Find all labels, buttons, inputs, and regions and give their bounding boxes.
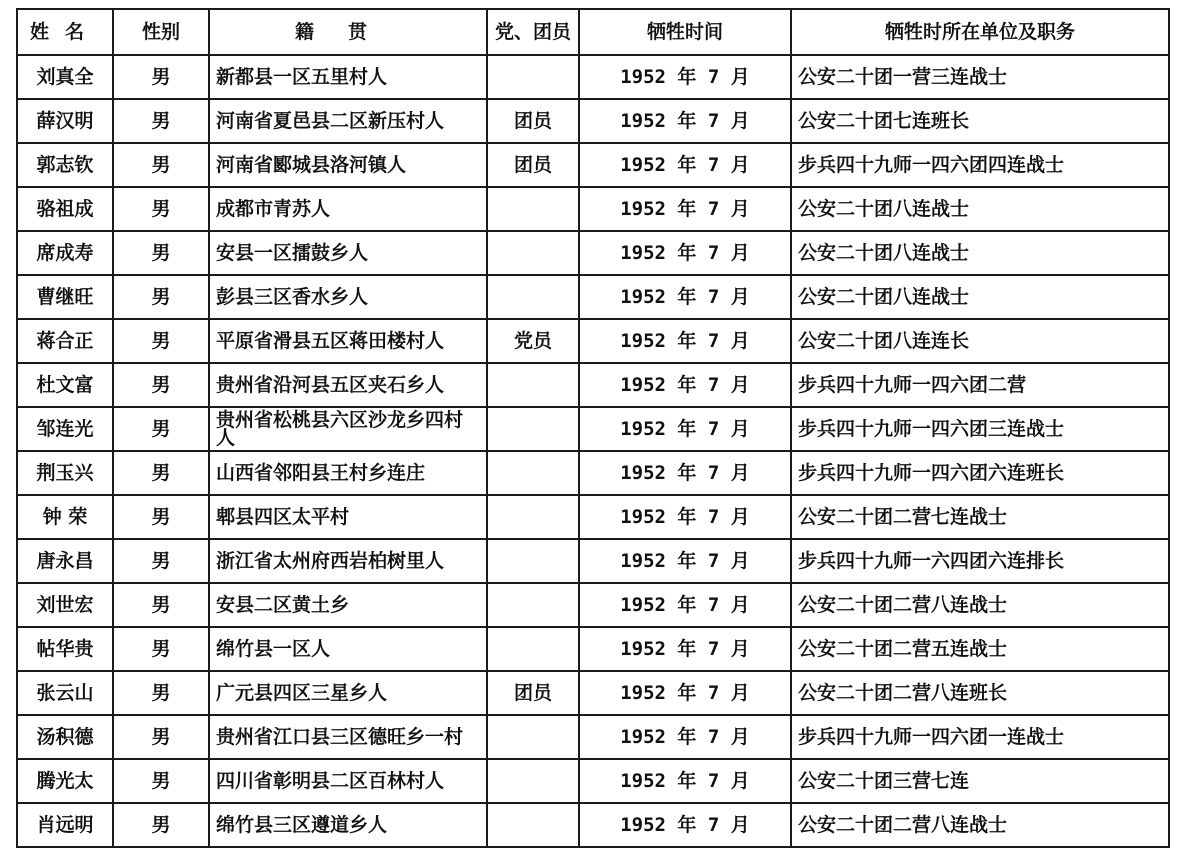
- cell-time: 1952 年 7 月: [579, 759, 791, 803]
- cell-name: 刘真全: [17, 55, 113, 99]
- cell-party: [487, 539, 579, 583]
- cell-party: [487, 275, 579, 319]
- cell-sex: 男: [113, 539, 209, 583]
- cell-name: 唐永昌: [17, 539, 113, 583]
- cell-time: 1952 年 7 月: [579, 715, 791, 759]
- cell-unit: 公安二十团八连战士: [791, 231, 1169, 275]
- cell-unit: 公安二十团二营八连战士: [791, 803, 1169, 847]
- cell-party: [487, 363, 579, 407]
- cell-sex: 男: [113, 143, 209, 187]
- table-row: [17, 319, 1169, 363]
- cell-name: 帖华贵: [17, 627, 113, 671]
- table-row: [17, 495, 1169, 539]
- cell-sex: 男: [113, 275, 209, 319]
- cell-time: 1952 年 7 月: [579, 451, 791, 495]
- cell-name: 刘世宏: [17, 583, 113, 627]
- document-page: [16, 8, 1168, 848]
- cell-party: [487, 803, 579, 847]
- cell-sex: 男: [113, 495, 209, 539]
- cell-unit: 公安二十团二营七连战士: [791, 495, 1169, 539]
- cell-origin: 广元县四区三星乡人: [209, 671, 487, 715]
- cell-party: 团员: [487, 99, 579, 143]
- header-party: 党、团员: [487, 9, 579, 55]
- table-row: [17, 627, 1169, 671]
- table-header: [17, 9, 1169, 55]
- table-row: [17, 143, 1169, 187]
- cell-sex: 男: [113, 759, 209, 803]
- cell-name: 郭志钦: [17, 143, 113, 187]
- cell-sex: 男: [113, 803, 209, 847]
- table-row: [17, 407, 1169, 451]
- cell-name: 曹继旺: [17, 275, 113, 319]
- table-row: [17, 583, 1169, 627]
- cell-origin: 贵州省沿河县五区夹石乡人: [209, 363, 487, 407]
- cell-origin: 绵竹县三区遵道乡人: [209, 803, 487, 847]
- table-row: [17, 803, 1169, 847]
- cell-unit: 公安二十团二营五连战士: [791, 627, 1169, 671]
- cell-party: 团员: [487, 671, 579, 715]
- cell-unit: 公安二十团八连战士: [791, 187, 1169, 231]
- cell-sex: 男: [113, 187, 209, 231]
- table-row: [17, 187, 1169, 231]
- table-row: [17, 99, 1169, 143]
- cell-origin: 绵竹县一区人: [209, 627, 487, 671]
- header-name: 姓名: [17, 9, 113, 55]
- cell-time: 1952 年 7 月: [579, 671, 791, 715]
- cell-unit: 公安二十团二营八连班长: [791, 671, 1169, 715]
- table-row: [17, 451, 1169, 495]
- cell-party: [487, 495, 579, 539]
- cell-party: 党员: [487, 319, 579, 363]
- cell-origin: 贵州省江口县三区德旺乡一村: [209, 715, 487, 759]
- table-row: [17, 715, 1169, 759]
- cell-party: [487, 583, 579, 627]
- cell-name: 荆玉兴: [17, 451, 113, 495]
- cell-sex: 男: [113, 55, 209, 99]
- cell-time: 1952 年 7 月: [579, 143, 791, 187]
- cell-sex: 男: [113, 583, 209, 627]
- cell-origin: 贵州省松桃县六区沙龙乡四村人: [209, 407, 487, 451]
- cell-name: 邹连光: [17, 407, 113, 451]
- cell-origin: 成都市青苏人: [209, 187, 487, 231]
- cell-name: 席成寿: [17, 231, 113, 275]
- cell-name: 薛汉明: [17, 99, 113, 143]
- table-row: [17, 539, 1169, 583]
- martyr-roster-table: [16, 8, 1170, 848]
- cell-time: 1952 年 7 月: [579, 803, 791, 847]
- cell-unit: 步兵四十九师一六四团六连排长: [791, 539, 1169, 583]
- cell-origin: 安县二区黄土乡: [209, 583, 487, 627]
- cell-sex: 男: [113, 451, 209, 495]
- cell-time: 1952 年 7 月: [579, 583, 791, 627]
- cell-unit: 公安二十团七连班长: [791, 99, 1169, 143]
- table-row: [17, 759, 1169, 803]
- cell-time: 1952 年 7 月: [579, 495, 791, 539]
- cell-origin: 新都县一区五里村人: [209, 55, 487, 99]
- cell-party: [487, 407, 579, 451]
- cell-time: 1952 年 7 月: [579, 231, 791, 275]
- table-body: [17, 55, 1169, 847]
- cell-time: 1952 年 7 月: [579, 539, 791, 583]
- cell-sex: 男: [113, 319, 209, 363]
- cell-time: 1952 年 7 月: [579, 627, 791, 671]
- cell-sex: 男: [113, 671, 209, 715]
- cell-party: 团员: [487, 143, 579, 187]
- header-unit: 牺牲时所在单位及职务: [791, 9, 1169, 55]
- cell-unit: 步兵四十九师一四六团一连战士: [791, 715, 1169, 759]
- cell-origin: 山西省邻阳县王村乡连庄: [209, 451, 487, 495]
- cell-name: 骆祖成: [17, 187, 113, 231]
- cell-unit: 步兵四十九师一四六团二营: [791, 363, 1169, 407]
- cell-name: 钟 荣: [17, 495, 113, 539]
- cell-time: 1952 年 7 月: [579, 99, 791, 143]
- cell-party: [487, 231, 579, 275]
- cell-origin: 郫县四区太平村: [209, 495, 487, 539]
- cell-sex: 男: [113, 231, 209, 275]
- cell-party: [487, 55, 579, 99]
- cell-party: [487, 451, 579, 495]
- table-row: [17, 363, 1169, 407]
- cell-name: 肖远明: [17, 803, 113, 847]
- cell-name: 张云山: [17, 671, 113, 715]
- cell-unit: 步兵四十九师一四六团六连班长: [791, 451, 1169, 495]
- cell-unit: 公安二十团一营三连战士: [791, 55, 1169, 99]
- header-sex: 性别: [113, 9, 209, 55]
- cell-name: 杜文富: [17, 363, 113, 407]
- header-row: [17, 9, 1169, 55]
- cell-origin: 河南省夏邑县二区新压村人: [209, 99, 487, 143]
- cell-origin: 彭县三区香水乡人: [209, 275, 487, 319]
- table-row: [17, 231, 1169, 275]
- cell-sex: 男: [113, 363, 209, 407]
- cell-unit: 公安二十团八连战士: [791, 275, 1169, 319]
- cell-name: 汤积德: [17, 715, 113, 759]
- cell-sex: 男: [113, 99, 209, 143]
- cell-sex: 男: [113, 627, 209, 671]
- cell-time: 1952 年 7 月: [579, 55, 791, 99]
- cell-time: 1952 年 7 月: [579, 363, 791, 407]
- table-row: [17, 671, 1169, 715]
- cell-unit: 公安二十团八连连长: [791, 319, 1169, 363]
- cell-party: [487, 187, 579, 231]
- cell-time: 1952 年 7 月: [579, 187, 791, 231]
- cell-party: [487, 759, 579, 803]
- cell-time: 1952 年 7 月: [579, 407, 791, 451]
- cell-party: [487, 627, 579, 671]
- cell-unit: 步兵四十九师一四六团三连战士: [791, 407, 1169, 451]
- cell-origin: 浙江省太州府西岩柏树里人: [209, 539, 487, 583]
- cell-sex: 男: [113, 715, 209, 759]
- cell-unit: 步兵四十九师一四六团四连战士: [791, 143, 1169, 187]
- table-row: [17, 55, 1169, 99]
- cell-origin: 安县一区擂鼓乡人: [209, 231, 487, 275]
- cell-time: 1952 年 7 月: [579, 319, 791, 363]
- header-origin: 籍贯: [209, 9, 487, 55]
- cell-origin: 平原省滑县五区蒋田楼村人: [209, 319, 487, 363]
- cell-origin: 河南省郾城县洛河镇人: [209, 143, 487, 187]
- cell-sex: 男: [113, 407, 209, 451]
- table-row: [17, 275, 1169, 319]
- cell-name: 腾光太: [17, 759, 113, 803]
- header-time: 牺牲时间: [579, 9, 791, 55]
- cell-origin: 四川省彰明县二区百林村人: [209, 759, 487, 803]
- cell-unit: 公安二十团二营八连战士: [791, 583, 1169, 627]
- cell-time: 1952 年 7 月: [579, 275, 791, 319]
- cell-name: 蒋合正: [17, 319, 113, 363]
- cell-party: [487, 715, 579, 759]
- cell-unit: 公安二十团三营七连: [791, 759, 1169, 803]
